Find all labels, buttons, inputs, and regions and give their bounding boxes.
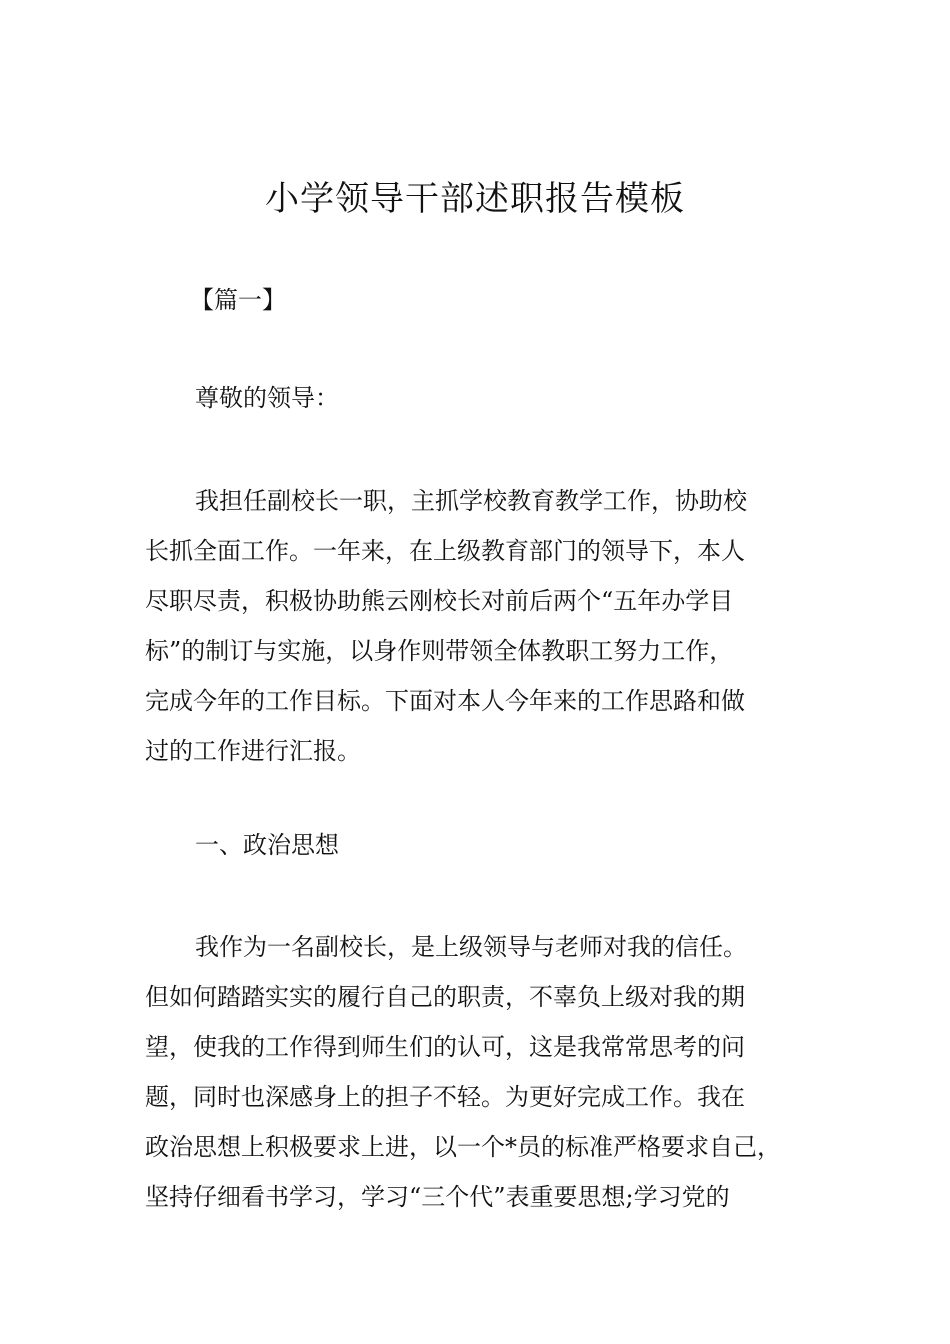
section-heading: 一、政治思想 — [195, 831, 339, 859]
paragraph-line: 但如何踏踏实实的履行自己的职责，不辜负上级对我的期 — [145, 983, 745, 1011]
paragraph-line: 我担任副校长一职，主抓学校教育教学工作，协助校 — [195, 487, 747, 515]
paragraph-line: 过的工作进行汇报。 — [145, 737, 361, 765]
paragraph-line: 政治思想上积极要求上进，以一个*员的标准严格要求自己， — [145, 1133, 781, 1161]
paragraph-political — [145, 922, 825, 1222]
paragraph-line: 坚持仔细看书学习，学习“三个代”表重要思想;学习党的 — [145, 1183, 730, 1211]
paragraph-intro — [145, 476, 825, 776]
paragraph-line: 尽职尽责，积极协助熊云刚校长对前后两个“五年办学目 — [145, 587, 734, 615]
paragraph-line: 题，同时也深感身上的担子不轻。为更好完成工作。我在 — [145, 1083, 745, 1111]
paragraph-line: 完成今年的工作目标。下面对本人今年来的工作思路和做 — [145, 687, 745, 715]
paragraph-line: 望，使我的工作得到师生们的认可，这是我常常思考的问 — [145, 1033, 745, 1061]
salutation: 尊敬的领导： — [195, 384, 339, 412]
paragraph-line: 长抓全面工作。一年来，在上级教育部门的领导下，本人 — [145, 537, 745, 565]
document-title: 小学领导干部述职报告模板 — [265, 179, 685, 219]
paragraph-line: 标”的制订与实施，以身作则带领全体教职工努力工作， — [145, 637, 734, 665]
paragraph-line: 我作为一名副校长，是上级领导与老师对我的信任。 — [195, 933, 747, 961]
section-label: 【篇一】 — [190, 286, 286, 314]
